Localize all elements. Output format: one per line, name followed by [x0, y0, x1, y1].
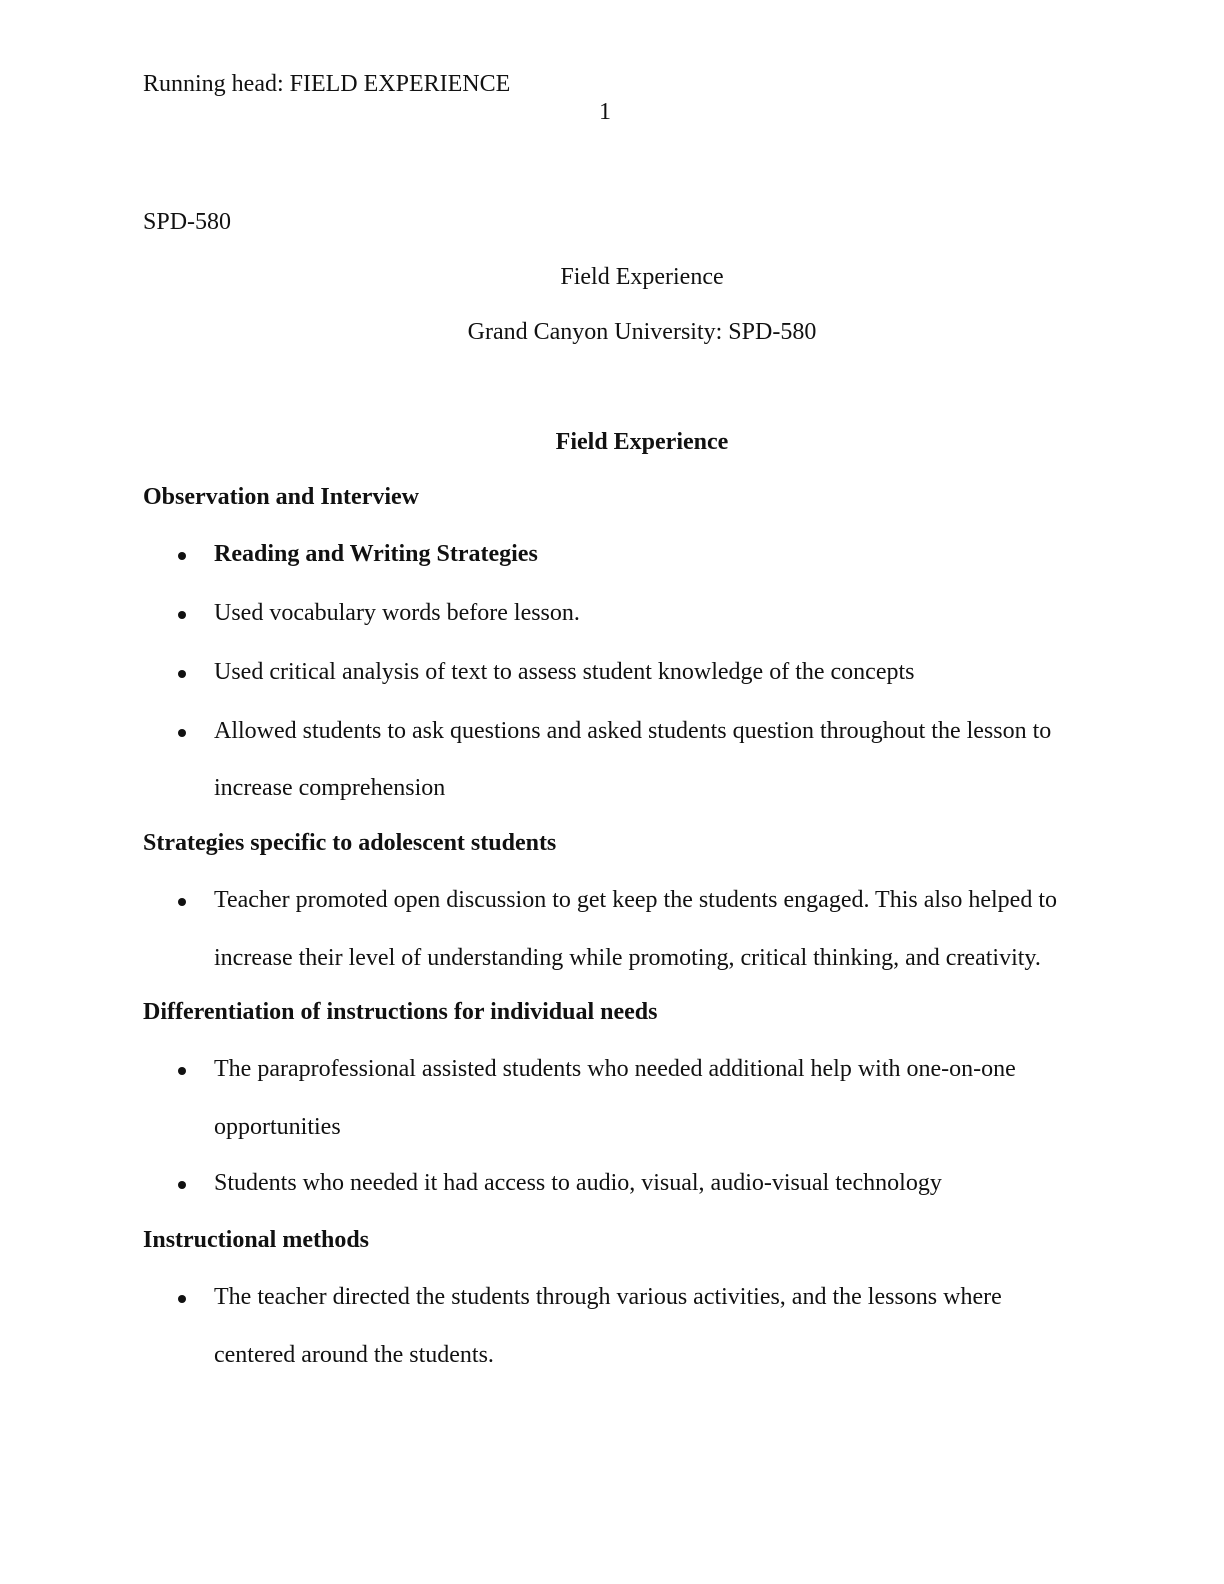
bullet-icon	[178, 552, 186, 560]
list-item-text: Used vocabulary words before lesson.	[214, 600, 580, 626]
bullet-icon	[178, 898, 186, 906]
list-item-text: Reading and Writing Strategies	[214, 541, 538, 567]
heading-differentiation: Differentiation of instructions for individual needs	[143, 999, 658, 1025]
heading-instructional-methods: Instructional methods	[143, 1227, 370, 1253]
bullet-icon	[178, 611, 186, 619]
institution-line: Grand Canyon University: SPD-580	[467, 319, 817, 345]
bullet-icon	[178, 670, 186, 678]
page-number: 1	[599, 99, 611, 125]
bullet-icon	[178, 729, 186, 737]
running-head: Running head: FIELD EXPERIENCE	[143, 71, 511, 97]
bullet-icon	[178, 1181, 186, 1189]
list-item-text-line: centered around the students.	[214, 1342, 494, 1368]
list-item-text-line: opportunities	[214, 1114, 341, 1140]
document-title: Field Experience	[560, 264, 724, 290]
list-item-text-line: The teacher directed the students through various activities, and the lessons where	[214, 1284, 1002, 1310]
list-item-text-line: increase their level of understanding while promoting, critical thinking, and creativity.	[214, 945, 1041, 971]
section-title: Field Experience	[555, 429, 729, 455]
list-item-text-line: increase comprehension	[214, 775, 446, 801]
list-item-text-line: Teacher promoted open discussion to get keep the students engaged. This also helped to	[214, 887, 1057, 913]
heading-adolescent-strategies: Strategies specific to adolescent students	[143, 830, 557, 856]
list-item-text: Students who needed it had access to audio, visual, audio-visual technology	[214, 1170, 942, 1196]
bullet-icon	[178, 1295, 186, 1303]
heading-observation: Observation and Interview	[143, 484, 419, 510]
list-item-text-line: Allowed students to ask questions and asked students question throughout the lesson to	[214, 718, 1052, 744]
bullet-icon	[178, 1067, 186, 1075]
course-code: SPD-580	[143, 209, 232, 235]
list-item-text: Used critical analysis of text to assess student knowledge of the concepts	[214, 659, 915, 685]
list-item-text-line: The paraprofessional assisted students who needed additional help with one-on-one	[214, 1056, 1016, 1082]
